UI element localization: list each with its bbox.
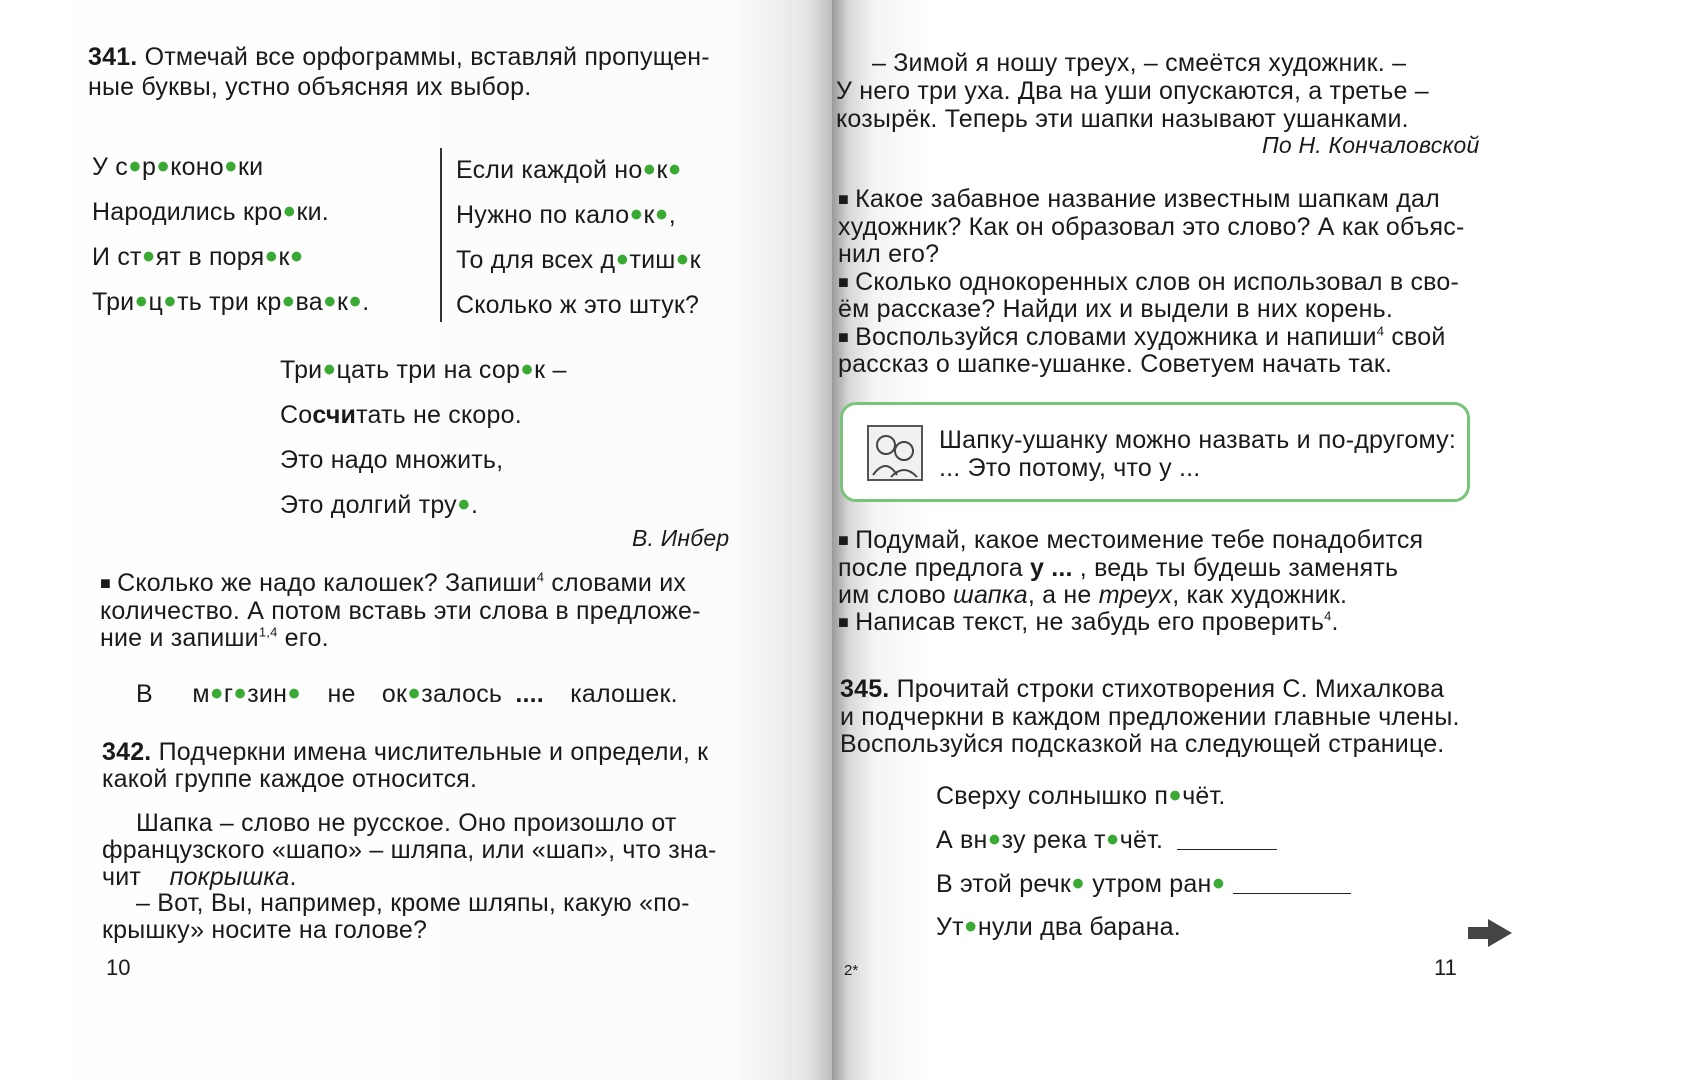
poem-line: Три•ц•ть три кр•ва•к•. <box>92 283 370 321</box>
quote-text: козырёк. Теперь эти шапки называют ушанками. <box>836 105 1409 133</box>
hint-box <box>840 402 1470 502</box>
right-page <box>832 0 1684 1080</box>
exercise-345-heading: 345. Прочитай строки стихотворения С. Михалкова <box>840 675 1445 703</box>
poem-line: Сосчитать не скоро. <box>280 401 522 429</box>
exercise-342-heading: 342. Подчеркни имена числительные и определи, к <box>102 738 709 766</box>
poem-line: И ст•ят в поря•к• <box>92 238 303 276</box>
poem-line: Три•цать три на сор•к – <box>280 351 567 389</box>
exercise-345-text: и подчеркни в каждом предложении главные члены. <box>840 703 1460 731</box>
question-text: ём рассказе? Найди их и выдели в них корень. <box>838 295 1393 323</box>
poem-line: То для всех д•тиш•к <box>456 241 701 279</box>
task-text: ние и запиши$^{1,4}$ его. <box>100 624 329 652</box>
text-paragraph: – Вот, Вы, например, кроме шляпы, какую «по- <box>136 889 690 917</box>
bullet-square-icon: ■ <box>838 612 850 632</box>
exercise-345-text: Воспользуйся подсказкой на следующей странице. <box>840 730 1445 758</box>
question-text: им слово шапка, а не треух, как художник. <box>838 581 1348 609</box>
text-paragraph: чит покрышка. <box>102 863 297 891</box>
poem-line: Это долгий тру•. <box>280 486 479 524</box>
exercise-number: 342. <box>102 738 152 766</box>
question-text: рассказ о шапке-ушанке. Советуем начать так. <box>838 350 1393 378</box>
poem-line: У с•р•коно•ки <box>92 148 264 186</box>
poem-line: Нужно по кало•к•, <box>456 196 676 234</box>
bullet-square-icon: ■ <box>838 189 850 209</box>
exercise-341-text: ные буквы, устно объясняя их выбор. <box>88 73 532 101</box>
text-paragraph: Шапка – слово не русское. Оно произошло от <box>136 809 677 837</box>
quote-author: По Н. Кончаловской <box>1262 132 1480 158</box>
text-paragraph: французского «шапо» – шляпа, или «шап», что зна- <box>102 836 717 864</box>
bullet-square-icon: ■ <box>838 272 850 292</box>
fill-in-sentence: В м•г•зин• не ок•залось .... калошек. <box>136 675 678 713</box>
poem-line: Если каждой но•к• <box>456 151 681 189</box>
poem-author: В. Инбер <box>632 525 730 551</box>
task-text: ■ Сколько же надо калошек? Запиши$^4$ словами их <box>100 569 687 597</box>
answer-blank <box>1233 873 1351 894</box>
bullet-square-icon: ■ <box>838 530 850 550</box>
bullet-square-icon: ■ <box>838 327 850 347</box>
question-text: художник? Как он образовал это слово? А как объяс- <box>838 213 1465 241</box>
text-paragraph: крышку» носите на голове? <box>102 916 428 944</box>
exercise-number: 345. <box>840 675 890 703</box>
page-number: 10 <box>106 955 131 980</box>
quote-text: – Зимой я ношу треух, – смеётся художник. – <box>872 49 1407 77</box>
poem-line: Это надо множить, <box>280 446 504 474</box>
question-text: ■ Подумай, какое местоимение тебе понадобится <box>838 526 1424 554</box>
left-page <box>0 0 832 1080</box>
footnote-mark: 2* <box>844 962 859 979</box>
bullet-square-icon: ■ <box>100 573 112 593</box>
exercise-342-text: какой группе каждое относится. <box>102 765 478 793</box>
poem-line: Сверху солнышко п•чёт. <box>936 777 1226 815</box>
poem-line: В этой речк• утром ран• <box>936 869 1351 899</box>
poem-line: Народились кро•ки. <box>92 193 329 231</box>
task-text: количество. А потом вставь эти слова в предложе- <box>100 597 701 625</box>
next-page-arrow-shaft <box>1468 927 1490 939</box>
children-icon <box>867 425 923 481</box>
exercise-341-heading: 341. Отмечай все орфограммы, вставляй пропущен- <box>88 43 710 71</box>
page-number: 11 <box>1434 955 1457 980</box>
hint-text: ... Это потому, что у ... <box>939 454 1201 482</box>
poem-line: Сколько ж это штук? <box>456 291 700 319</box>
poem-line: А вн•зу река т•чёт. <box>936 825 1277 855</box>
next-page-arrow-icon <box>1488 919 1512 947</box>
question-text: ■ Написав текст, не забудь его проверить$^4$. <box>838 608 1339 636</box>
column-divider <box>440 148 442 322</box>
question-text: нил его? <box>838 240 940 268</box>
quote-text: У него три уха. Два на уши опускаются, а третье – <box>836 77 1429 105</box>
question-text: ■ Воспользуйся словами художника и напиши$^4$ свой <box>838 323 1446 351</box>
poem-line: Ут•нули два барана. <box>936 908 1181 946</box>
hint-text: Шапку-ушанку можно назвать и по-другому: <box>939 426 1456 454</box>
answer-blank <box>1177 829 1277 850</box>
question-text: после предлога у ... , ведь ты будешь заменять <box>838 554 1399 582</box>
exercise-number: 341. <box>88 43 138 71</box>
question-text: ■ Какое забавное название известным шапкам дал <box>838 185 1440 213</box>
question-text: ■ Сколько однокоренных слов он использовал в сво- <box>838 268 1459 296</box>
